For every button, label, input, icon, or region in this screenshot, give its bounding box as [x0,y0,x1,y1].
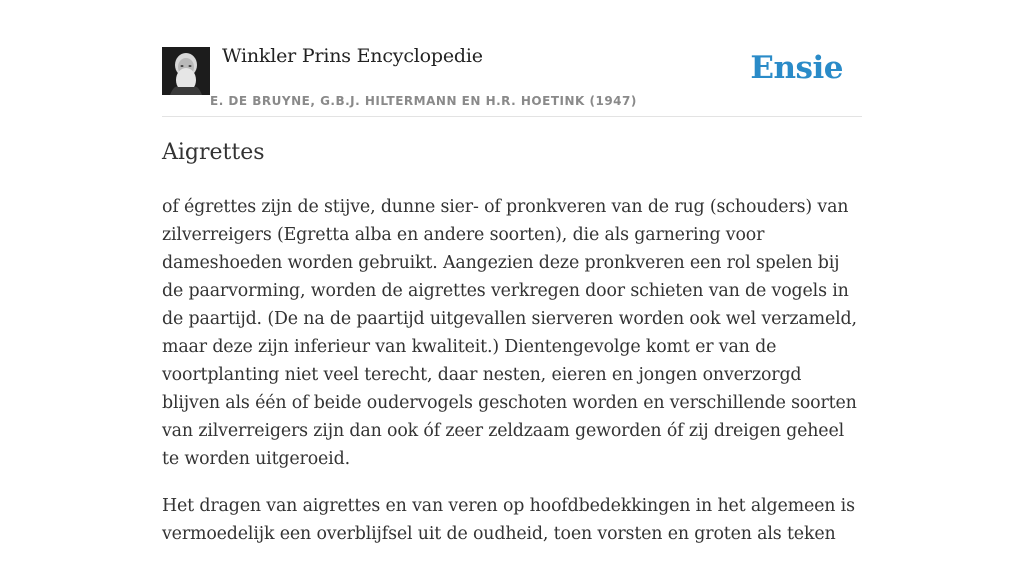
article-container [162,0,862,544]
article-paragraph: Het dragen van aigrettes en van veren op hoofdbedekkingen in het algemeen is vermoedelijk een overblijfsel uit de oudheid, toen vorsten en groten als teken [162,496,855,544]
source-authors: E. DE BRUYNE, G.B.J. HILTERMANN EN H.R. HOETINK (1947) [210,94,637,108]
article-paragraph: of égrettes zijn de stijve, dunne sier- of pronkveren van de rug (schouders) van zilverreigers (Egretta alba en andere soorten), die als garnering voor dameshoeden worden gebruikt. Aangezien deze pronkveren een rol spelen bij de paarvorming, worden de aigrettes verkregen door schieten van de vogels in de paartijd. (De na de paartijd uitgevallen sierveren worden ook wel verzameld, maar deze zijn inferieur van kwaliteit.) Dientengevolge komt er van de voortplanting niet veel terecht, daar nesten, eieren en jongen onverzorgd blijven als één of beide oudervogels geschoten worden en verschillende soorten van zilverreigers zijn dan ook óf zeer zeldzaam geworden óf zij dreigen geheel te worden uitgeroeid. [162,197,857,469]
source-title[interactable]: Winkler Prins Encyclopedie [222,45,483,67]
portrait-image [162,47,210,95]
ensie-logo-link[interactable]: Ensie [750,50,843,86]
article-title: Aigrettes [162,140,265,165]
article-body [162,193,862,567]
source-header [162,0,862,117]
author-avatar[interactable] [162,47,210,95]
